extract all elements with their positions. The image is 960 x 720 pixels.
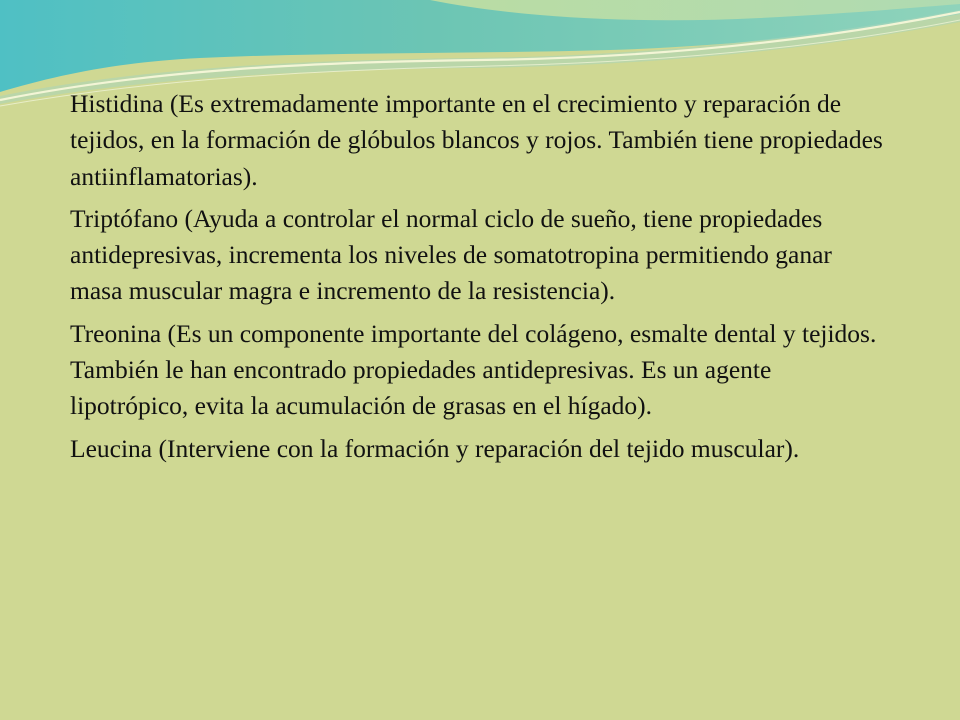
paragraph-histidina: Histidina (Es extremadamente importante en el crecimiento y reparación de tejidos, en la formación de glóbulos blancos y rojos. También tiene propiedades antiinflamatorias). [70, 89, 883, 191]
paragraph-triptofano: Triptófano (Ayuda a controlar el normal ciclo de sueño, tiene propiedades antidepresivas, incrementa los niveles de somatotropina permitiendo ganar masa muscular magra e incremento de la resistencia). [70, 203, 832, 306]
paragraph-treonina: Treonina (Es un componente importante del colágeno, esmalte dental y tejidos. También le han encontrado propiedades antidepresivas. Es un agente lipotrópico, evita la acumulación de grasas en el hígado). [70, 318, 877, 421]
paragraph-leucina: Leucina (Interviene con la formación y reparación del tejido muscular). [70, 433, 800, 463]
slide-body [70, 86, 890, 473]
